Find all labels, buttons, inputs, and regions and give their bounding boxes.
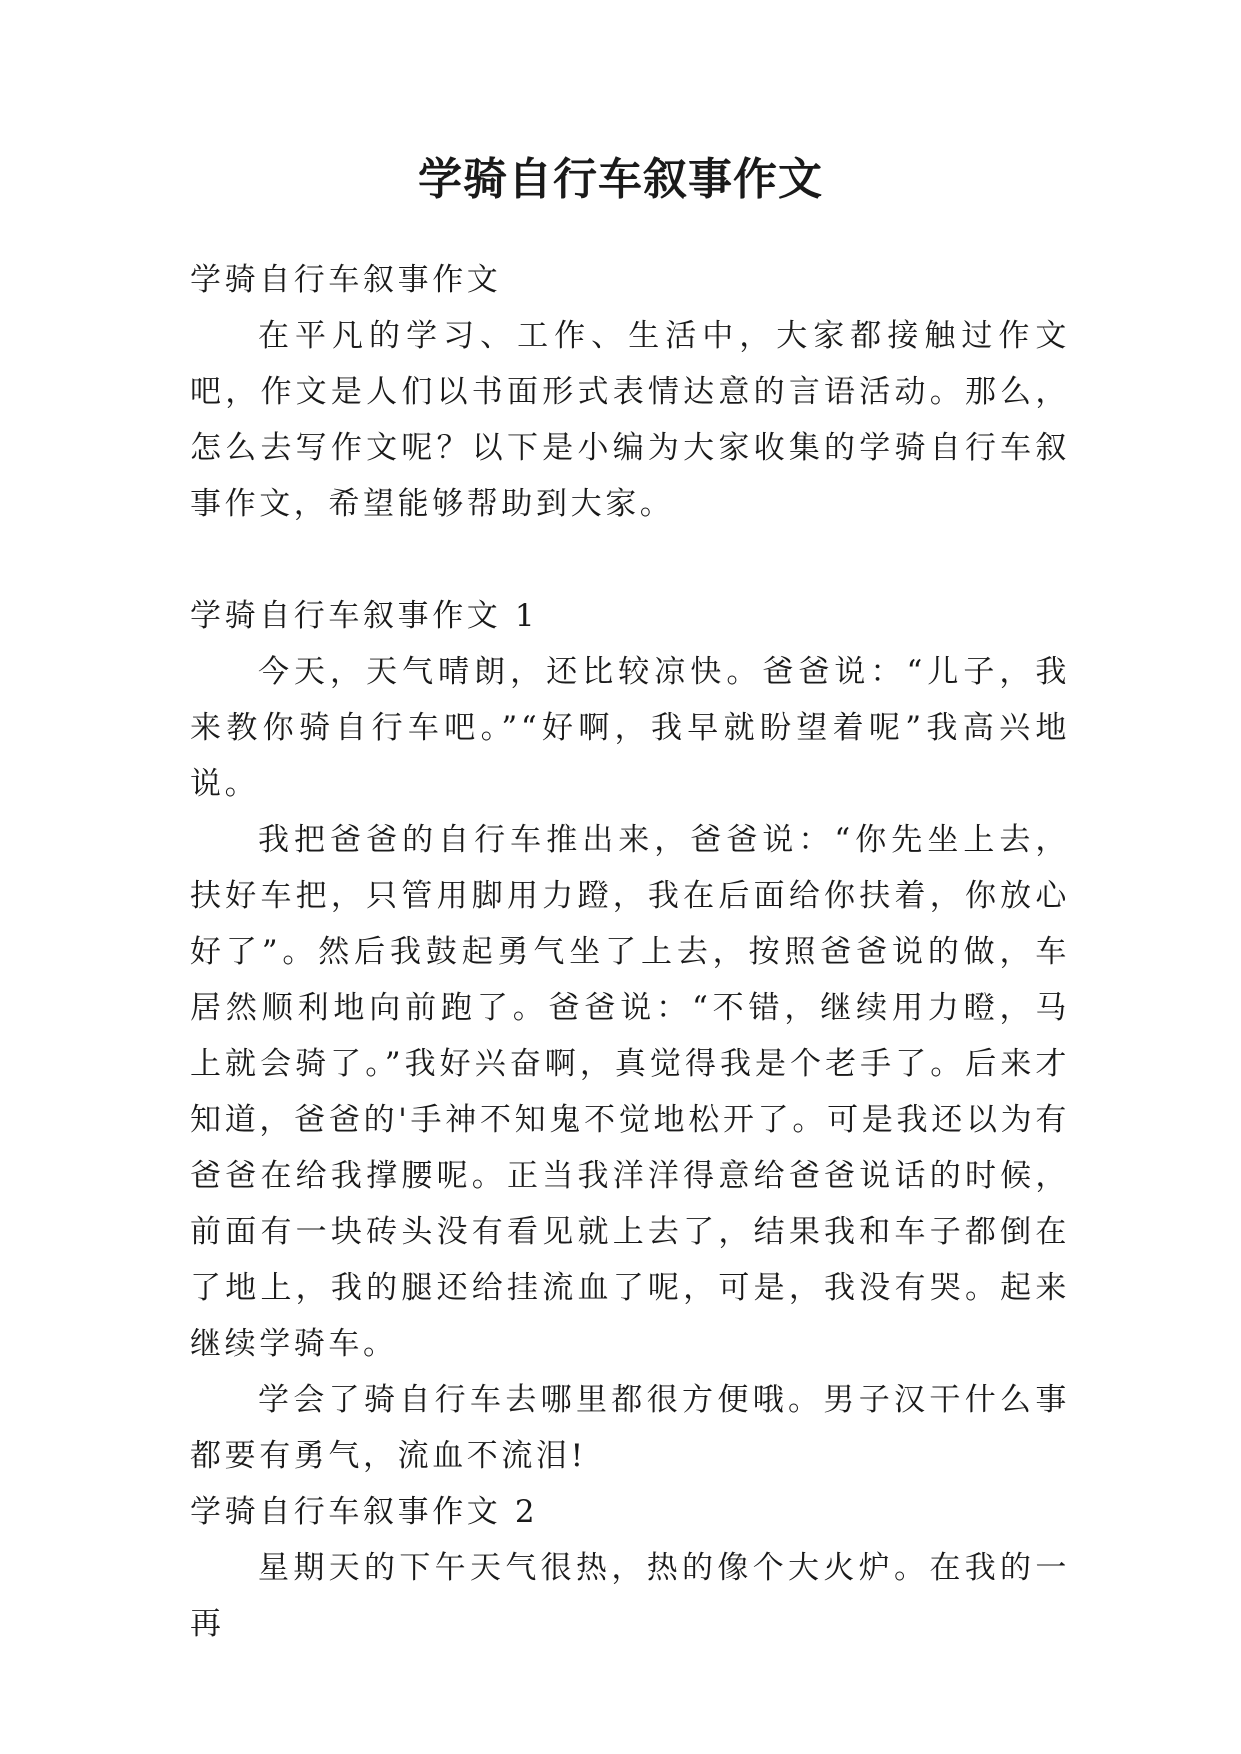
document-subtitle: 学骑自行车叙事作文 — [190, 262, 502, 298]
essay-1-paragraph-2: 我把爸爸的自行车推出来，爸爸说：“你先坐上去，扶好车把，只管用脚用力蹬，我在后面给你扶着，你放心好了”。然后我鼓起勇气坐了上去，按照爸爸说的做，车居然顺利地向前跑了。爸爸说：“不错，继续用力瞪，马上就会骑了。”我好兴奋啊，真觉得我是个老手了。后来才知道，爸爸的'手神不知鬼不觉地松开了。可是我还以为有爸爸在给我撑腰呢。正当我洋洋得意给爸爸说话的时候，前面有一块砖头没有看见就上去了，结果我和车子都倒在了地上，我的腿还给挂流血了呢，可是，我没有哭。起来继续学骑车。 — [190, 822, 1070, 1362]
section-spacer — [190, 532, 1070, 588]
essay-2-paragraph-1: 星期天的下午天气很热，热的像个大火炉。在我的一再 — [190, 1550, 1070, 1642]
document-title: 学骑自行车叙事作文 — [418, 154, 823, 205]
essay-2-heading: 学骑自行车叙事作文 2 — [190, 1494, 539, 1530]
essay-1-paragraph-1: 今天，天气晴朗，还比较凉快。爸爸说：“儿子，我来教你骑自行车吧。”“好啊，我早就盼望着呢”我高兴地说。 — [190, 654, 1070, 802]
document-body — [190, 252, 1070, 1652]
essay-1-paragraph-3: 学会了骑自行车去哪里都很方便哦。男子汉干什么事都要有勇气，流血不流泪! — [190, 1382, 1070, 1474]
intro-paragraph: 在平凡的学习、工作、生活中，大家都接触过作文吧，作文是人们以书面形式表情达意的言语活动。那么，怎么去写作文呢？以下是小编为大家收集的学骑自行车叙事作文，希望能够帮助到大家。 — [190, 318, 1070, 522]
essay-1-heading: 学骑自行车叙事作文 1 — [190, 598, 539, 634]
